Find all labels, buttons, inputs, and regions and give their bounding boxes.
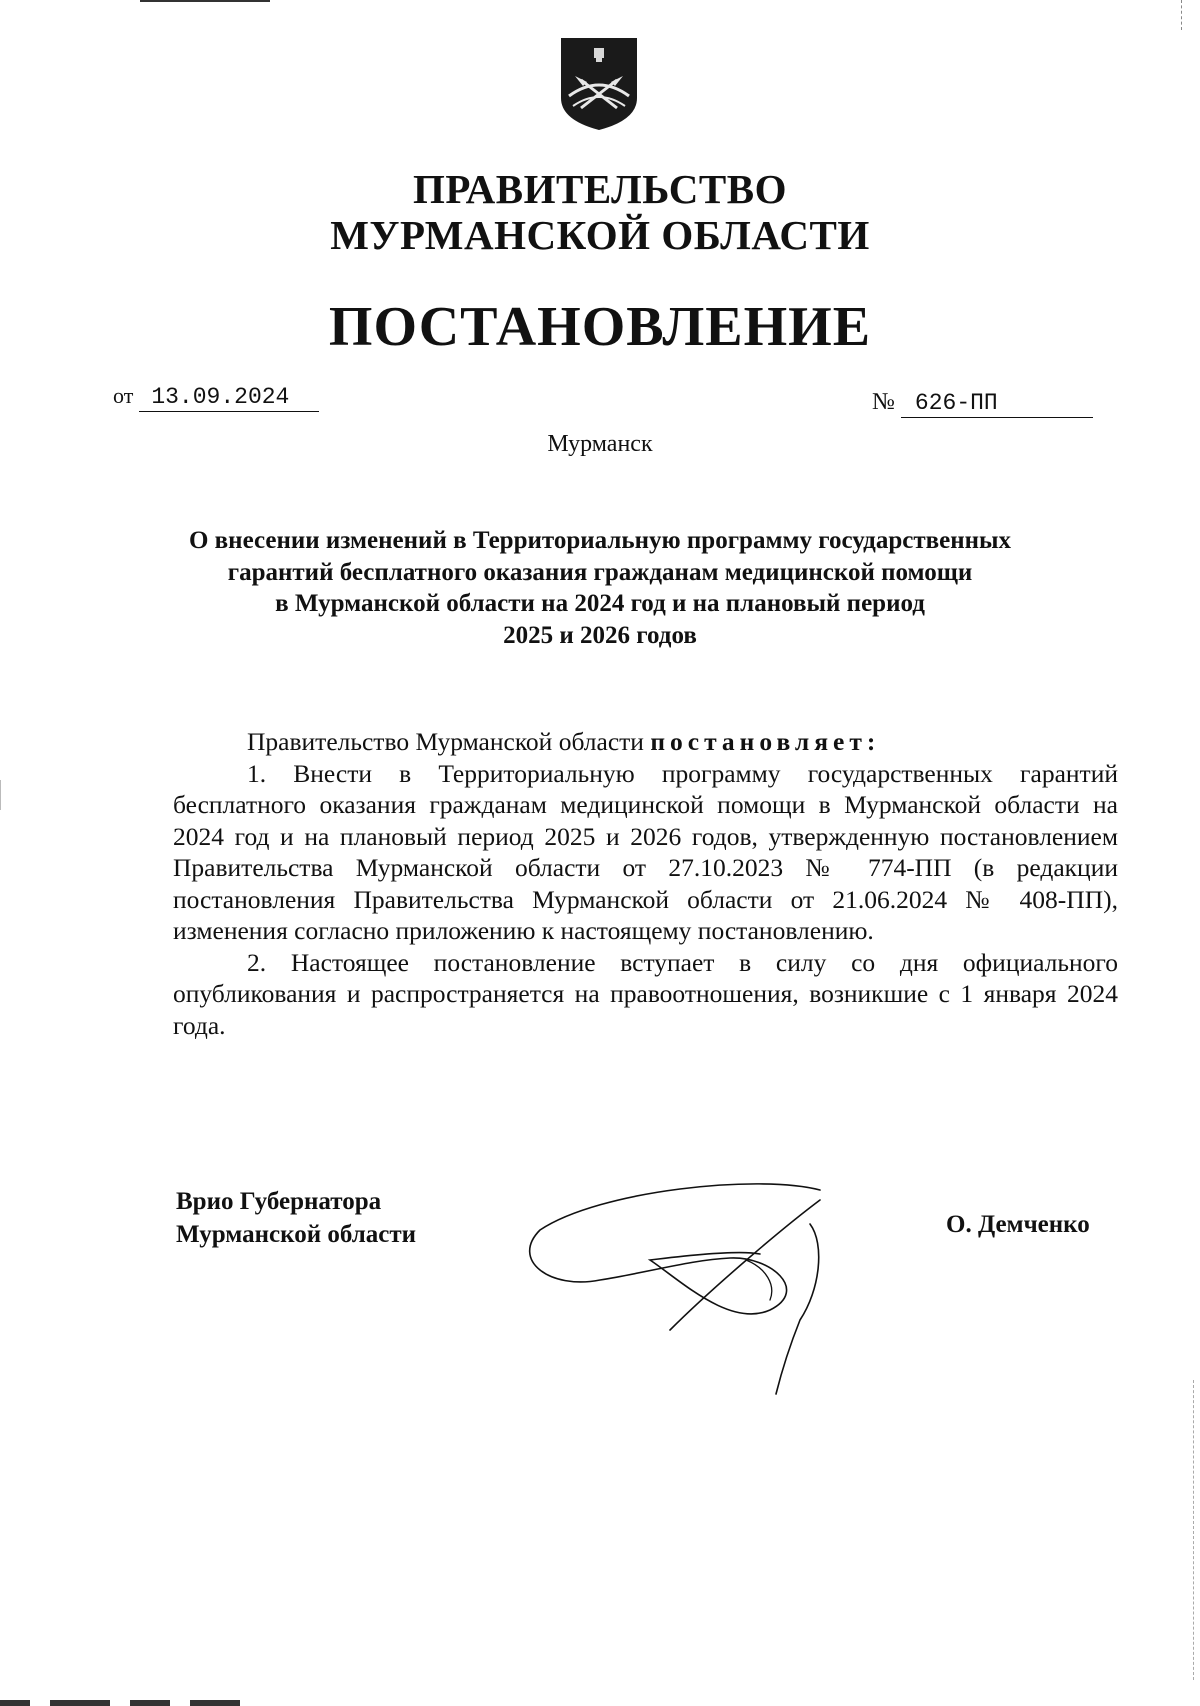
preamble-paragraph [173,726,1118,758]
scan-edge-mark [1181,0,1200,30]
subject-line: гарантий бесплатного оказания гражданам медицинской помощи [227,558,973,586]
document-subject [160,525,1040,651]
body-item-1: 1. Внести в Территориальную программу государственных гарантий бесплатного оказания гражданам медицинской помощи в Мурманской области на 2024 год и на плановый период 2025 и 2026 годов, утвержденную постановлением Правительства Мурманской области от 27.10.2023 № 774-ПП (в редакции постановления Правительства Мурманской области от 21.06.2024 № 408-ПП), изменения согласно приложению к настоящему постановлению. [173,758,1118,945]
document-body [173,726,1118,1041]
preamble-verb: постановляет: [650,727,881,756]
number-value: 626-ПП [901,389,1093,418]
issue-city: Мурманск [547,431,653,457]
document-number [872,388,1093,418]
date-value: 13.09.2024 [139,383,319,412]
coat-of-arms-icon [559,36,639,132]
scan-edge-mark [140,0,270,6]
scan-bottom-marks [0,1700,260,1706]
government-name-line2: МУРМАНСКОЙ ОБЛАСТИ [330,212,870,258]
document-type-title: ПОСТАНОВЛЕНИЕ [328,296,872,358]
subject-line: 2025 и 2026 годов [503,621,697,649]
signer-position [176,1185,416,1251]
date-prefix: от [113,383,134,408]
preamble-text: Правительство Мурманской области [247,727,644,756]
signer-position-line2: Мурманской области [176,1221,417,1248]
subject-line: О внесении изменений в Территориальную программу государственных [188,527,1012,554]
signer-name: О. Демченко [946,1211,1090,1238]
scan-edge-mark [0,780,3,810]
number-prefix: № [872,389,895,415]
signer-position-line1: Врио Губернатора [176,1188,382,1215]
scan-edge-mark [1191,1380,1194,1680]
government-name-line1: ПРАВИТЕЛЬСТВО [412,166,788,212]
body-item-2: 2. Настоящее постановление вступает в силу со дня официального опубликования и распространяется на правоотношения, возникшие с 1 января 2024 года. [173,947,1118,1040]
handwritten-signature [520,1180,850,1400]
document-date [113,382,319,412]
subject-line: в Мурманской области на 2024 год и на плановый период [275,590,925,617]
